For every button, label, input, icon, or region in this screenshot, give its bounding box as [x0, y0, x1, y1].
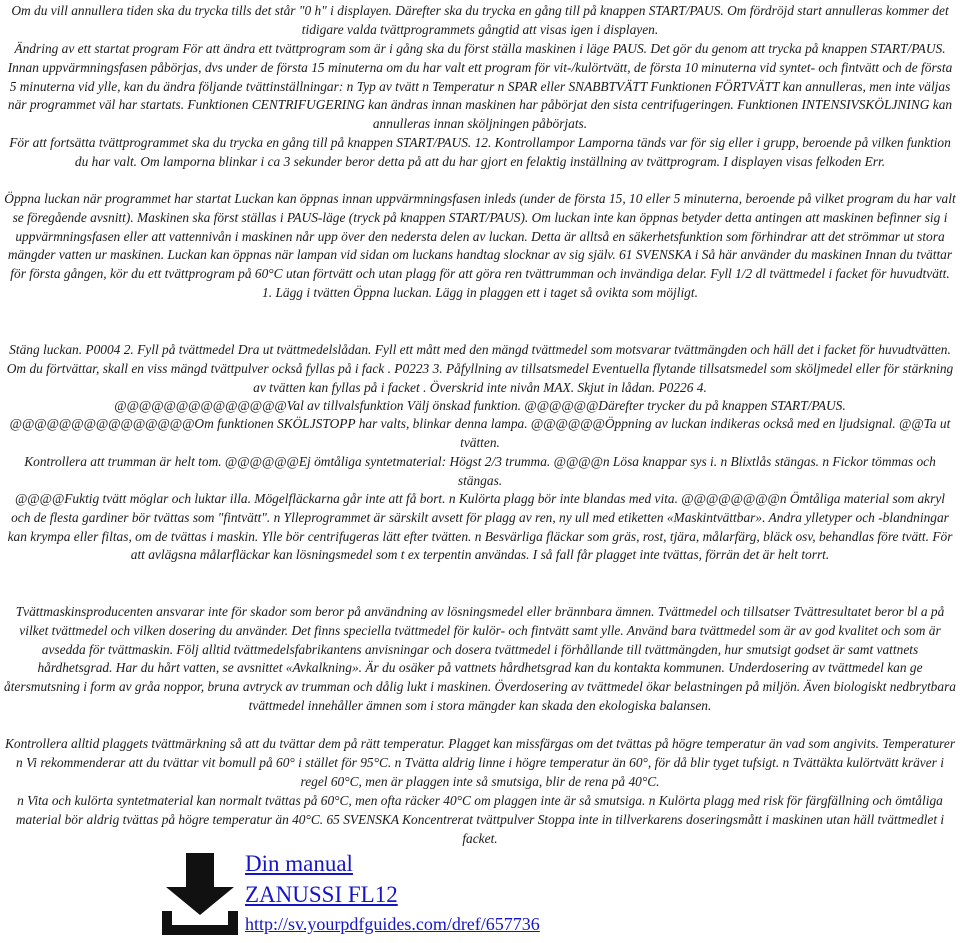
paragraph-open-door: Öppna luckan när programmet har startat Luckan kan öppnas innan uppvärmningsfasen inleds (under de första 15, 10 eller 5 minuterna, beroende på vilket program du har valt se föregående avsnitt). Maskinen ska först ställas i PAUS-läge (tryck på knappen START/PAUS). Om luckan inte kan öppnas betyder detta antingen att maskinen befinner sig i uppvärmningsfasen eller att vattennivån i maskinen når upp över den nedersta delen av luckan. Detta är alltså en säkerhetsfunktion som förhindrar att det strömmar ut stora mängder vatten ur maskinen. Luckan kan öppnas när lampan vid sidan om luckans handtag slocknar av sig själv. 61 SVENSKA i Så här använder du maskinen Innan du tvättar för första gången, kör du ett tvättprogram på 60°C utan förtvätt och utan plagg för att göra ren tvättrumman och invändiga delar. Fyll 1/2 dl tvättmedel i facket för huvudtvätt. 1. Lägg i tvätten Öppna luckan. Lägg in plaggen ett i taget så ovikta som möjligt.	[4, 191, 956, 300]
paragraph-close-door: Stäng luckan. P0004 2. Fyll på tvättmedel Dra ut tvättmedelslådan. Fyll ett mått med den mängd tvättmedel som motsvarar tvättmängden och häll det i facket för huvudtvätten. Om du förtvättar, skall en viss mängd tvättpulver också fyllas på i fack . P0223 3. Påfyllning av tillsatsmedel Eventuella flytande tillsatsmedel som sköljmedel eller för stärkning av tvätten kan fyllas på i facket . Överskrid inte nivån MAX. Skjut in lådan. P0226 4.	[6, 342, 954, 395]
manual-footer	[245, 848, 540, 937]
download-arrow-icon[interactable]	[160, 851, 240, 935]
paragraph-temperatures: Kontrollera alltid plaggets tvättmärkning så att du tvättar dem på rätt temperatur. Plagget kan missfärgas om det tvättas på högre temperatur än vad som angivits. Temperaturer n Vi rekommenderar att du tvättar vit bomull på 60° i stället för 95°C. n Tvätta aldrig linne i högre temperatur än 60°, för då blir tyget tufsigt. n Tvättäkta kulörtvätt kräver i regel 60°C, men är plaggen inte så smutsiga, blir de rena på 40°C.	[4, 736, 956, 789]
paragraph-annul-time: Om du vill annullera tiden ska du trycka tills det står "0 h" i displayen. Därefter ska du trycka en gång till på knappen START/PAUS. Om fördröjd start annulleras kommer det tidigare valda tvättprogrammets gångtid att visas igen i displayen.	[11, 3, 949, 37]
paragraph-detergent: Tvättmaskinsproducenten ansvarar inte för skador som beror på användning av lösningsmedel eller brännbara ämnen. Tvättmedel och tillsatser Tvättresultatet beror bl a på vilket tvättmedel och vilken dosering du använder. Det finns speciella tvättmedel för kulör- och fintvätt samt ylle. Använd bara tvättmedel som är av god kvalitet och som är avsedda för tvättmaskin. Följ alltid tvättmedelsfabrikantens anvisningar och dosera tvättmedel i förhållande till tvättmängden, hur smutsigt godset är samt vattnets hårdhetsgrad. Har du hårt vatten, se avsnittet «Avkalkning». Är du osäker på vattnets hårdhetsgrad kan du kontakta kommunen. Underdosering av tvättmedel kan ge återsmutsning i form av gråa noppor, bruna avtryck av trumman och dålig lukt i maskinen. Överdosering av tvättmedel ökar belastningen på miljön. Även biologiskt nedbrytbara tvättmedel innehåller ämnen som i stora mängder kan skada den ekologiska balansen.	[4, 604, 956, 713]
manual-link-url[interactable]: http://sv.yourpdfguides.com/dref/657736	[245, 914, 540, 934]
paragraph-indicator-lamps: För att fortsätta tvättprogrammet ska du trycka en gång till på knappen START/PAUS. 12. Kontrollampor Lamporna tänds var för sig eller i grupp, beroende på vilken funktion du har valt. Om lamporna blinkar i ca 3 sekunder beror detta på att du har gjort en felaktig inställning av tvättprogram. I displayen visas felkoden Err.	[9, 135, 951, 169]
paragraph-synthetics: n Vita och kulörta syntetmaterial kan normalt tvättas på 60°C, men ofta räcker 40°C om plaggen inte är så smutsiga. n Kulörta plagg med risk för färgfällning och ömtåliga material bör aldrig tvättas på högre temperatur än 40°C. 65 SVENSKA Koncentrerat tvättpulver Stoppa inte in tillverkarens doseringsmått i maskinen utan häll tvättmedlet i facket.	[15, 793, 945, 846]
paragraph-check-drum: Kontrollera att trumman är helt tom. @@@@@@Ej ömtåliga syntetmaterial: Högst 2/3 trumma. @@@@n Lösa knappar sys i. n Blixtlås stängas. n Fickor tömmas och stängas.	[24, 454, 936, 488]
paragraph-option-select: @@@@@@@@@@@@@@Val av tillvalsfunktion Välj önskad funktion. @@@@@@Därefter trycker du på knappen START/PAUS.	[114, 398, 846, 413]
manual-link-title[interactable]: Din manual	[245, 851, 353, 876]
paragraph-rinse-hold: @@@@@@@@@@@@@@@Om funktionen SKÖLJSTOPP har valts, blinkar denna lampa. @@@@@@Öppning av luckan indikeras också med en ljudsignal. @@Ta ut tvätten.	[9, 416, 951, 450]
paragraph-damp-laundry: @@@@Fuktig tvätt möglar och luktar illa. Mögelfläckarna går inte att få bort. n Kulörta plagg bör inte blandas med vita. @@@@@@@@n Ömtåliga material som akryl och de flesta gardiner bör tvättas som "fintvätt". n Ylleprogrammet är särskilt avsett för plagg av ren, ny ull med etiketten «Maskintvättbar». Andra ylletyper och -blandningar kan krympa eller filtas, om de tvättas i maskin. Ylle bör centrifugeras lätt efter tvätten. n Besvärliga fläckar som gräs, rost, tjära, målarfärg, bläck osv, behandlas före tvätt. För att avlägsna målarfläckar kan lösningsmedel som t ex terpentin användas. I så fall får plagget inte tvättas, förrän det är helt torrt.	[7, 491, 953, 563]
paragraph-change-program: Ändring av ett startat program För att ändra ett tvättprogram som är i gång ska du först ställa maskinen i läge PAUS. Det gör du genom att trycka på knappen START/PAUS. Innan uppvärmningsfasen påbörjas, dvs under de första 15 minuterna om du har valt ett program för vit-/kulörtvätt, de första 10 minuterna vid syntet- och fintvätt och de första 5 minuterna vid ylle, kan du ändra följande tvättinställningar: n Typ av tvätt n Temperatur n SPAR eller SNABBTVÄTT Funktionen FÖRTVÄTT kan annulleras, men inte väljas när programmet väl har startats. Funktionen CENTRIFUGERING kan ändras innan maskinen har påbörjat den sista centrifugeringen. Funktionen INTENSIVSKÖLJNING kan annulleras innan sköljningen påbörjats.	[7, 41, 953, 132]
manual-link-model[interactable]: ZANUSSI FL12	[245, 882, 398, 907]
